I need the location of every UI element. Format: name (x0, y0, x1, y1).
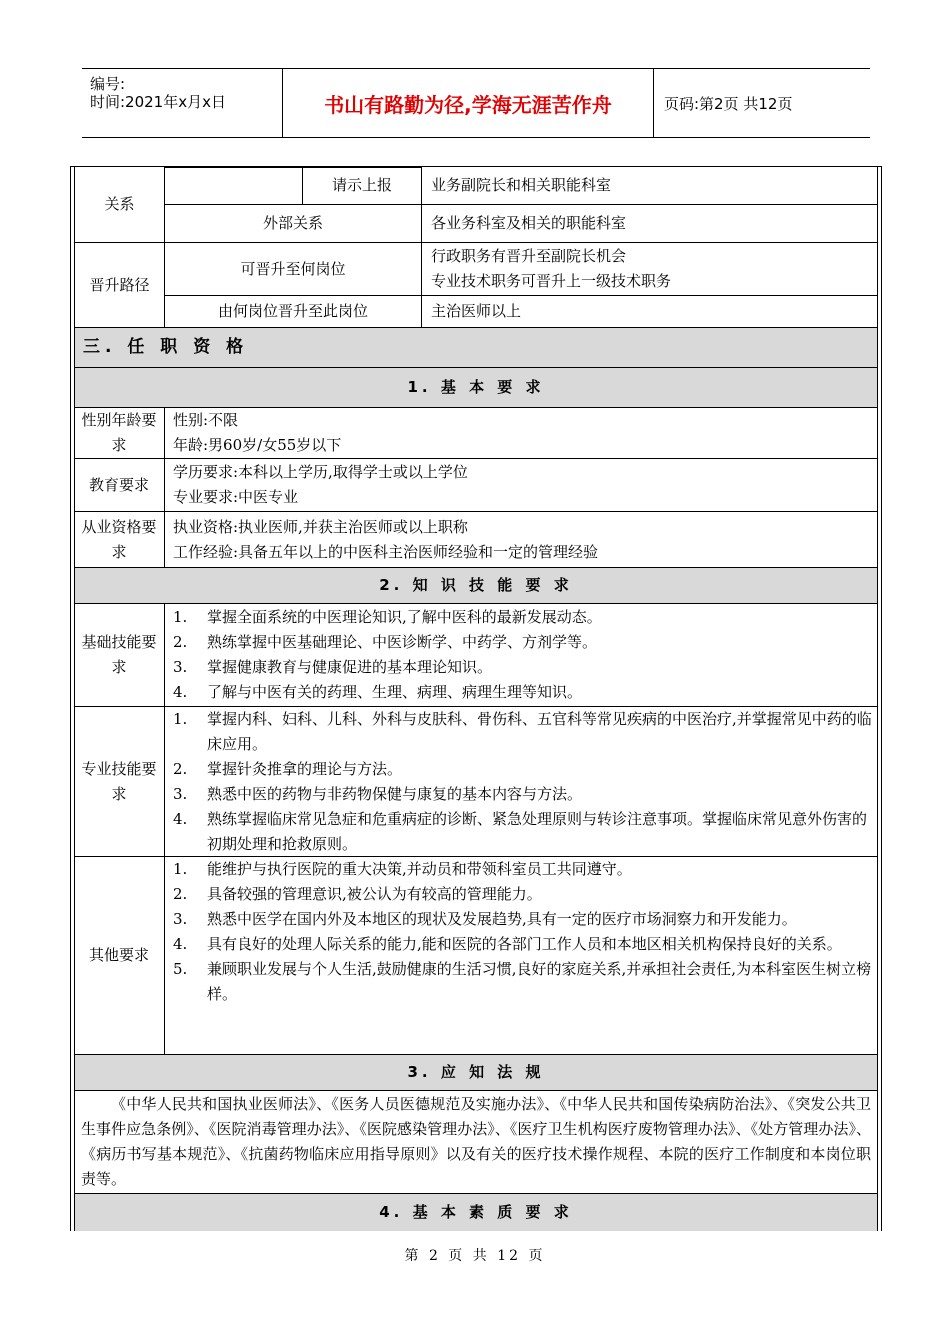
list-item: 1. 掌握内科、妇科、儿科、外科与皮肤科、骨伤科、五官科等常见疾病的中医治疗,并掌握常见中药的临床应用。 (173, 710, 872, 753)
gender-age-label: 性别年龄要求 (81, 411, 157, 454)
header-page-info: 页码:第2页 共12页 (664, 94, 793, 113)
list-item: 1. 掌握全面系统的中医理论知识,了解中医科的最新发展动态。 (173, 608, 602, 626)
external-relations-label: 外部关系 (262, 214, 323, 232)
gender-age-values (173, 408, 873, 458)
list-item: 2. 熟练掌握中医基础理论、中医诊断学、中药学、方剂学等。 (173, 633, 598, 651)
section-title: 三. 任 职 资 格 (83, 337, 249, 357)
quality-title: 4. 基 本 素 质 要 求 (379, 1203, 573, 1221)
major-value: 专业要求:中医专业 (173, 488, 299, 506)
promotion-from-label: 由何岗位晋升至此岗位 (217, 302, 368, 320)
basic-skills-list (173, 605, 873, 706)
report-label: 请示上报 (331, 176, 392, 194)
basic-skills-label: 基础技能要求 (81, 633, 157, 676)
document-date: 时间:2021年x月x日 (90, 93, 226, 111)
practice-values (173, 512, 873, 567)
header-meta (82, 69, 282, 137)
list-item: 4. 熟练掌握临床常见急症和危重病症的诊断、紧急处理原则与转诊注意事项。掌握临床常见意外伤害的初期处理和抢救原则。 (173, 810, 868, 853)
other-requirements-list (173, 857, 873, 1054)
job-description-table (70, 166, 882, 1231)
list-item: 1. 能维护与执行医院的重大决策,并动员和带领科室员工共同遵守。 (173, 860, 632, 878)
list-item: 4. 具有良好的处理人际关系的能力,能和医院的各部门工作人员和本地区相关机构保持良好的关系。 (173, 935, 842, 953)
external-relations-value: 各业务科室及相关的职能科室 (431, 214, 627, 232)
promotion-to-label: 可晋升至何岗位 (240, 259, 346, 278)
education-label: 教育要求 (88, 475, 149, 494)
promotion-to-item: 行政职务有晋升至副院长机会 (431, 247, 627, 265)
header-divider (653, 69, 654, 137)
header-motto: 书山有路勤为径,学海无涯苦作舟 (324, 92, 612, 117)
pro-skills-label: 专业技能要求 (81, 759, 157, 803)
gender-value: 性别:不限 (173, 411, 239, 429)
list-item: 4. 了解与中医有关的药理、生理、病理、病理生理等知识。 (173, 683, 583, 701)
list-item: 3. 熟悉中医学在国内外及本地区的现状及发展趋势,具有一定的医疗市场洞察力和开发能力。 (173, 910, 797, 928)
education-values (173, 459, 873, 511)
other-requirements-label: 其他要求 (88, 946, 149, 964)
report-value: 业务副院长和相关职能科室 (431, 176, 612, 194)
promotion-to-item: 专业技术职务可晋升上一级技术职务 (431, 272, 672, 290)
basic-requirements-title: 1. 基 本 要 求 (407, 378, 545, 396)
list-item: 2. 掌握针灸推拿的理论与方法。 (173, 760, 403, 778)
skills-title: 2. 知 识 技 能 要 求 (379, 576, 573, 594)
laws-title: 3. 应 知 法 规 (407, 1063, 545, 1081)
pro-skills-list (173, 707, 873, 856)
relations-label: 关系 (104, 195, 135, 213)
age-value: 年龄:男60岁/女55岁以下 (173, 436, 342, 454)
list-item: 5. 兼顾职业发展与个人生活,鼓励健康的生活习惯,良好的家庭关系,并承担社会责任,为本科室医生树立榜样。 (173, 960, 872, 1003)
degree-value: 学历要求:本科以上学历,取得学士或以上学位 (173, 463, 468, 481)
list-item: 3. 掌握健康教育与健康促进的基本理论知识。 (173, 658, 493, 676)
laws-text: 《中华人民共和国执业医师法》、《医务人员医德规范及实施办法》、《中华人民共和国传染病防治法》、《突发公共卫生事件应急条例》、《医院消毒管理办法》、《医院感染管理办法》、《医疗卫生机构医疗废物管理办法》、《处方管理办法》、《病历书写基本规范》、《抗菌药物临床应用指导原则》以及有关的医疗技术操作规程、本院的医疗工作制度和本岗位职责等。 (81, 1095, 871, 1188)
list-item: 2. 具备较强的管理意识,被公认为有较高的管理能力。 (173, 885, 542, 903)
list-item: 3. 熟悉中医的药物与非药物保健与康复的基本内容与方法。 (173, 785, 583, 803)
license-value: 执业资格:执业医师,并获主治医师或以上职称 (173, 517, 468, 536)
document-number-label: 编号: (90, 75, 126, 93)
page-footer: 第 2 页 共 12 页 (404, 1248, 546, 1264)
experience-value: 工作经验:具备五年以上的中医科主治医师经验和一定的管理经验 (173, 542, 599, 561)
promotion-from-value: 主治医师以上 (431, 302, 522, 320)
promotion-to-values (431, 243, 871, 295)
promotion-label: 晋升路径 (89, 275, 150, 294)
practice-label: 从业资格要求 (81, 517, 157, 561)
page-header (82, 68, 870, 138)
